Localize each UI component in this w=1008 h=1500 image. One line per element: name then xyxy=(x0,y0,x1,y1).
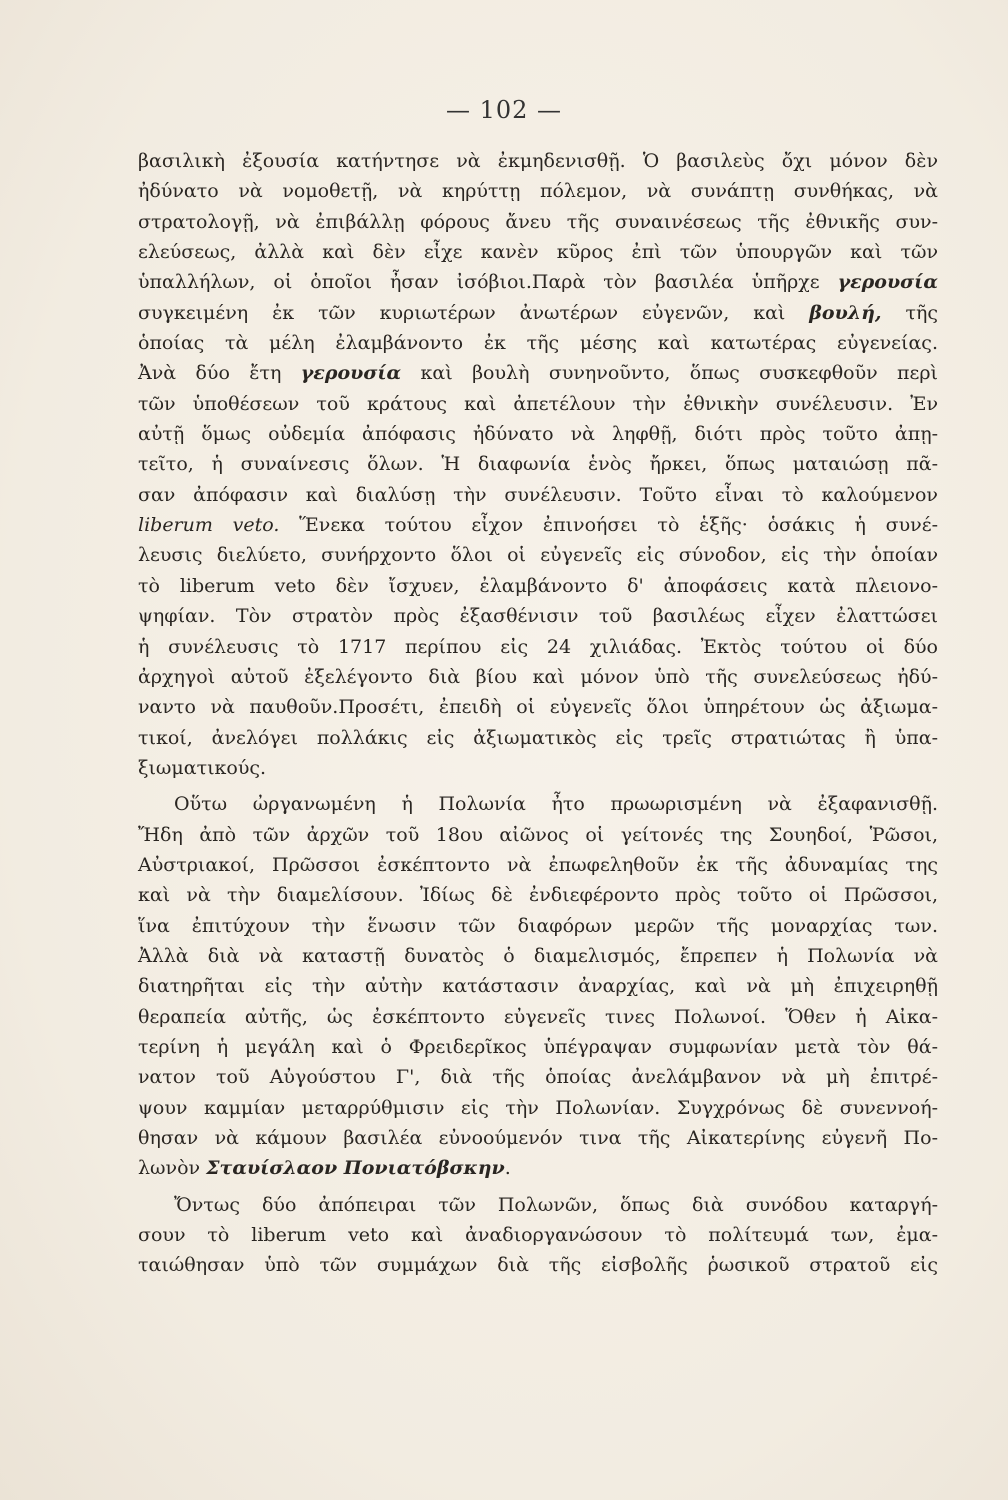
text-line: Ἀνὰ δύο ἔτη γερουσία καὶ βουλὴ συνηνοῦντο, ὅπως συσκεφθοῦν περὶ xyxy=(138,362,938,385)
text-line: τὸ liberum veto δὲν ἴσχυεν, ἐλαμβάνοντο δ' ἀποφάσεις κατὰ πλειονο- xyxy=(138,574,938,597)
text-line: λωνὸν Σταυίσλαον Πονιατόβσκην. xyxy=(138,1157,511,1180)
text-line: ἵνα ἐπιτύχουν τὴν ἕνωσιν τῶν διαφόρων μερῶν τῆς μοναρχίας των. xyxy=(138,914,938,937)
text-line: ναντο νὰ παυθοῦν.Προσέτι, ἐπειδὴ οἱ εὐγενεῖς ὅλοι ὑπηρέτουν ὡς ἀξιωμα- xyxy=(138,696,938,719)
text-line: τῶν ὑποθέσεων τοῦ κράτους καὶ ἀπετέλουν τὴν ἐθνικὴν συνέλευσιν. Ἐν xyxy=(138,392,938,415)
text-line: σαν ἀπόφασιν καὶ διαλύσῃ τὴν συνέλευσιν. Τοῦτο εἶναι τὸ καλούμενον xyxy=(138,483,938,506)
text-line: τεῖτο, ἡ συναίνεσις ὅλων. Ἡ διαφωνία ἑνὸς ἤρκει, ὅπως ματαιώσῃ πᾶ- xyxy=(138,453,938,476)
text-line: ἠδύνατο νὰ νομοθετῇ, νὰ κηρύττῃ πόλεμον, νὰ συνάπτῃ συνθήκας, νὰ xyxy=(138,180,938,203)
emphasized-text: γερουσία xyxy=(300,362,402,385)
emphasized-text: Σταυίσλαον Πονιατόβσκην xyxy=(206,1157,505,1180)
text-line: Ἤδη ἀπὸ τῶν ἀρχῶν τοῦ 18ου αἰῶνος οἱ γείτονές της Σουηδοί, Ῥῶσοι, xyxy=(138,823,938,846)
text-line: ἀρχηγοὶ αὐτοῦ ἐξελέγοντο διὰ βίου καὶ μόνον ὑπὸ τῆς συνελεύσεως ἠδύ- xyxy=(138,665,938,688)
text-line: αὐτῇ ὅμως οὐδεμία ἀπόφασις ἠδύνατο νὰ ληφθῇ, διότι πρὸς τοῦτο ἀπῃ- xyxy=(138,423,938,446)
text-line: ξιωματικούς. xyxy=(138,756,267,779)
text-line: τερίνη ἡ μεγάλη καὶ ὁ Φρειδερῖκος ὑπέγραψαν συμφωνίαν μετὰ τὸν θά- xyxy=(138,1035,938,1058)
text-line: θεραπεία αὐτῆς, ὡς ἐσκέπτοντο εὐγενεῖς τινες Πολωνοί. Ὅθεν ἡ Αἰκα- xyxy=(138,1005,938,1028)
text-line: διατηρῆται εἰς τὴν αὐτὴν κατάστασιν ἀναρχίας, καὶ νὰ μὴ ἐπιχειρηθῇ xyxy=(138,975,938,998)
paragraph xyxy=(138,1190,938,1281)
text-line: τικοί, ἀνελόγει πολλάκις εἰς ἀξιωματικὸς εἰς τρεῖς στρατιώτας ἢ ὑπα- xyxy=(138,726,938,749)
emphasized-text: βουλή, xyxy=(809,301,882,324)
page-number: — 102 — xyxy=(445,96,563,124)
text-line: βασιλικὴ ἐξουσία κατήντησε νὰ ἐκμηδενισθῇ. Ὁ βασιλεὺς ὄχι μόνον δὲν xyxy=(138,150,938,172)
text-line: καὶ νὰ τὴν διαμελίσουν. Ἰδίως δὲ ἐνδιεφέροντο πρὸς τοῦτο οἱ Πρῶσσοι, xyxy=(138,884,938,907)
text-line: ψουν καμμίαν μεταρρύθμισιν εἰς τὴν Πολωνίαν. Συγχρόνως δὲ συνεννοή- xyxy=(138,1096,938,1119)
text-line: συγκειμένη ἐκ τῶν κυριωτέρων ἀνωτέρων εὐγενῶν, καὶ βουλή, τῆς xyxy=(138,301,939,324)
text-line: Αὐστριακοί, Πρῶσσοι ἐσκέπτοντο νὰ ἐπωφεληθοῦν ἐκ τῆς ἀδυναμίας της xyxy=(138,853,938,876)
text-line: σουν τὸ liberum veto καὶ ἀναδιοργανώσουν τὸ πολίτευμά των, ἐμα- xyxy=(138,1224,938,1247)
emphasized-text: liberum veto. xyxy=(138,514,280,537)
paragraph xyxy=(138,146,938,783)
text-line: θησαν νὰ κάμουν βασιλέα εὐνοούμενόν τινα τῆς Αἰκατερίνης εὐγενῆ Πο- xyxy=(138,1127,938,1149)
paragraph xyxy=(138,789,938,1183)
body-text xyxy=(138,146,938,1281)
text-line: ὁποίας τὰ μέλη ἐλαμβάνοντο ἐκ τῆς μέσης καὶ κατωτέρας εὐγενείας. xyxy=(138,332,938,355)
text-line: ὑπαλλήλων, οἱ ὁποῖοι ἦσαν ἰσόβιοι.Παρὰ τὸν βασιλέα ὑπῆρχε γερουσία xyxy=(138,271,938,294)
text-line: Οὕτω ὠργανωμένη ἡ Πολωνία ἦτο πρωωρισμένη νὰ ἐξαφανισθῇ. xyxy=(174,793,938,816)
text-line: Ἀλλὰ διὰ νὰ καταστῇ δυνατὸς ὁ διαμελισμός, ἔπρεπεν ἡ Πολωνία νὰ xyxy=(138,944,938,967)
text-line: ψηφίαν. Τὸν στρατὸν πρὸς ἐξασθένισιν τοῦ βασιλέως εἶχεν ἐλαττώσει xyxy=(138,605,938,628)
text-line: liberum veto. Ἕνεκα τούτου εἶχον ἐπινοήσει τὸ ἑξῆς· ὁσάκις ἡ συνέ- xyxy=(138,514,938,537)
text-line: νατον τοῦ Αὐγούστου Γ', διὰ τῆς ὁποίας ἀνελάμβανον νὰ μὴ ἐπιτρέ- xyxy=(138,1066,938,1089)
text-line: ἡ συνέλευσις τὸ 1717 περίπου εἰς 24 χιλιάδας. Ἐκτὸς τούτου οἱ δύο xyxy=(138,635,938,658)
text-line: Ὄντως δύο ἀπόπειραι τῶν Πολωνῶν, ὅπως διὰ συνόδου καταργή- xyxy=(174,1193,938,1216)
text-line: λευσις διελύετο, συνήρχοντο ὅλοι οἱ εὐγενεῖς εἰς σύνοδον, εἰς τὴν ὁποίαν xyxy=(138,544,938,567)
text-line: ελεύσεως, ἀλλὰ καὶ δὲν εἶχε κανὲν κῦρος ἐπὶ τῶν ὑπουργῶν καὶ τῶν xyxy=(138,241,938,264)
emphasized-text: γερουσία xyxy=(837,271,938,294)
text-line: ταιώθησαν ὑπὸ τῶν συμμάχων διὰ τῆς εἰσβολῆς ῥωσικοῦ στρατοῦ εἰς xyxy=(138,1254,938,1277)
text-line: στρατολογῇ, νὰ ἐπιβάλλῃ φόρους ἄνευ τῆς συναινέσεως τῆς ἐθνικῆς συν- xyxy=(138,210,938,233)
